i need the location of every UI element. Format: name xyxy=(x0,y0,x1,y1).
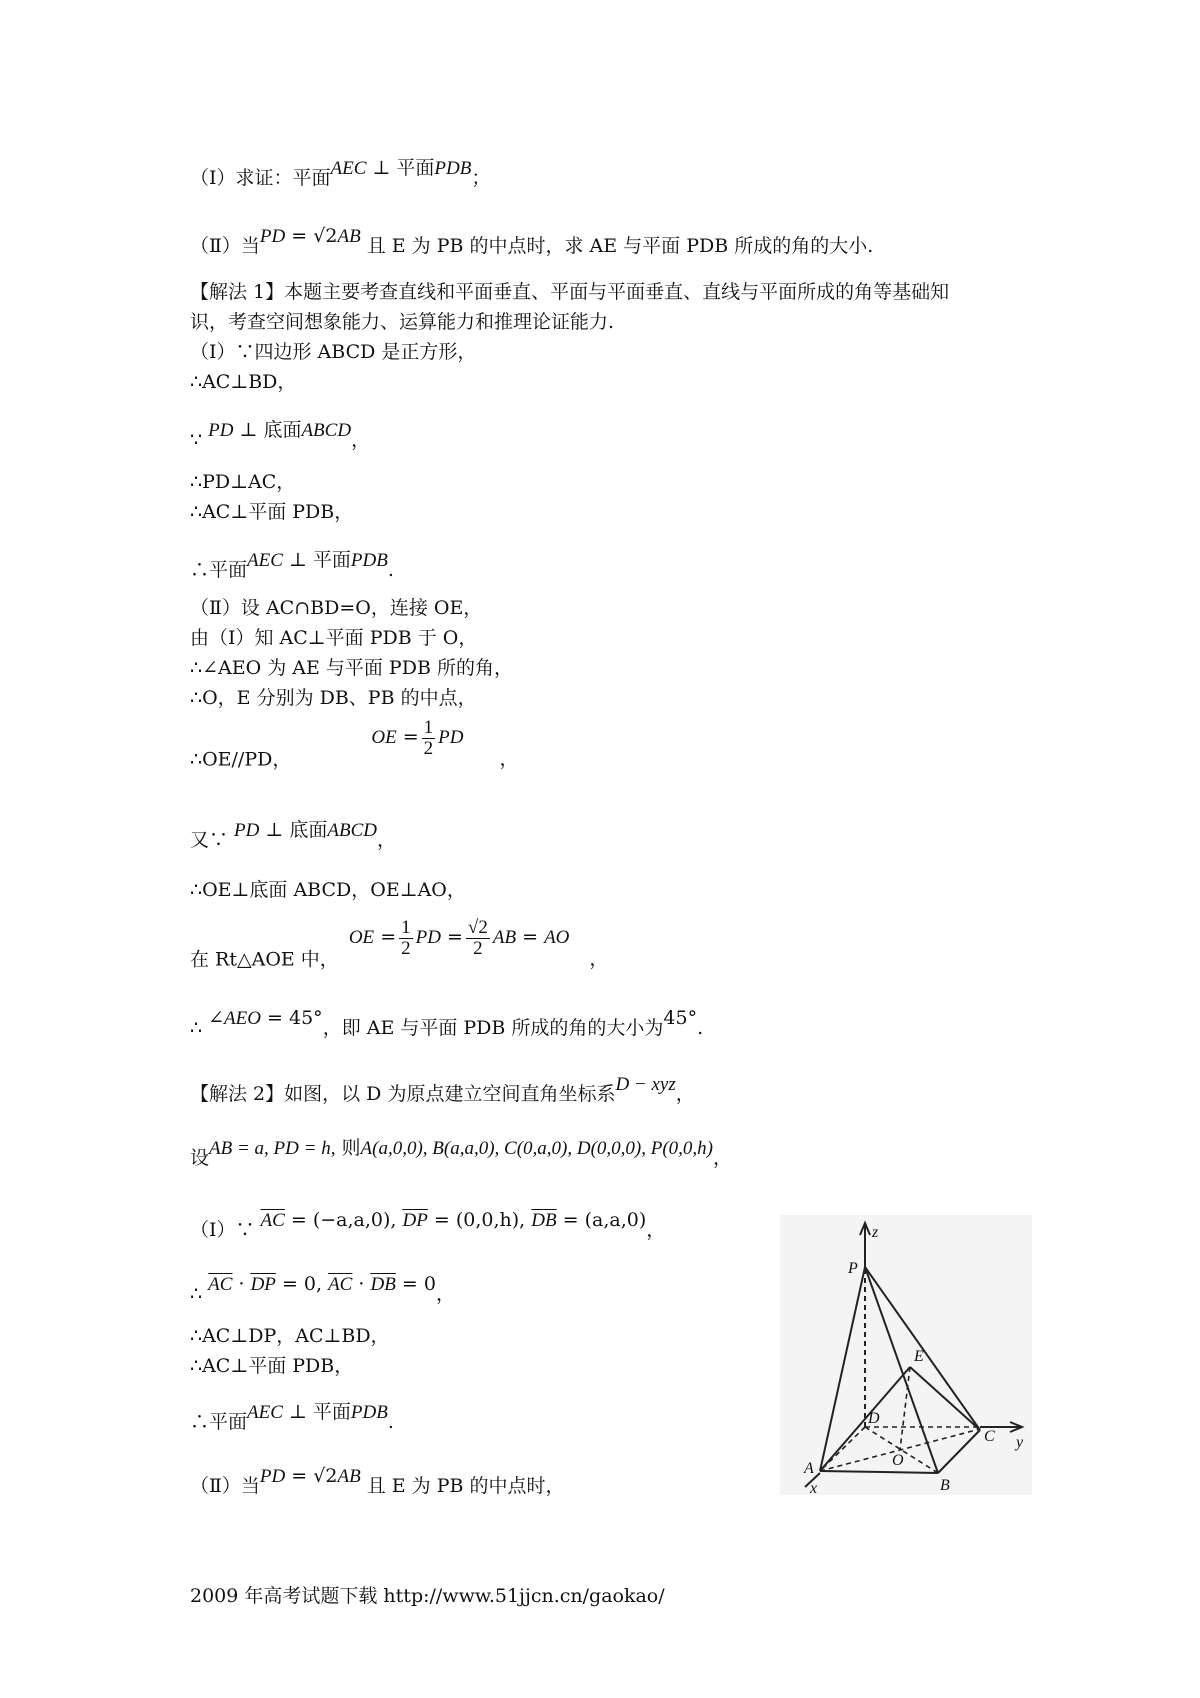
footer-download-link[interactable]: 2009 年高考试题下载 http://www.51jjcn.cn/gaokao/ xyxy=(190,1585,665,1607)
solution-1-intro: 【解法 1】本题主要考查直线和平面垂直、平面与平面垂直、直线与平面所成的角等基础知 xyxy=(190,281,950,303)
label-a: A xyxy=(804,1460,814,1477)
pyramid-diagram xyxy=(780,1215,1032,1495)
sol1-step-6: ∴平面AEC ⊥ 平面PDB. xyxy=(190,549,394,581)
sol2-step-2: ∴ $\overline{AC} \cdot \overline{DP} = 0$, $\overline{AC} \cdot \overline{DB} = 0$， xyxy=(190,1273,455,1305)
sol1-step-9: ∴∠AEO 为 AE 与平面 PDB 所的角， xyxy=(190,657,513,679)
label-p: P xyxy=(848,1260,858,1277)
part-1-question: （Ⅰ）求证：平面AEC ⊥ 平面PDB； xyxy=(190,157,491,189)
sol2-step-5: ∴平面AEC ⊥ 平面PDB. xyxy=(190,1401,394,1433)
sol1-step-2: ∴AC⊥BD， xyxy=(190,371,297,393)
sol2-step-6: （Ⅱ）当PD = √2AB 且 E 为 PB 的中点时， xyxy=(190,1465,565,1497)
sol1-step-10: ∴O，E 分别为 DB、PB 的中点， xyxy=(190,687,477,709)
label-e: E xyxy=(914,1348,924,1365)
label-z: z xyxy=(872,1224,879,1241)
label-c: C xyxy=(984,1428,995,1445)
sol1-step-4: ∴PD⊥AC， xyxy=(190,471,296,493)
part-2-question: （Ⅱ）当PD = √2AB 且 E 为 PB 的中点时，求 AE 与平面 PDB 所成的角的大小. xyxy=(190,225,874,257)
solution-1-intro-cont: 识，考查空间想象能力、运算能力和推理论证能力. xyxy=(190,311,615,333)
label-b: B xyxy=(940,1477,950,1494)
solution-2-intro: 【解法 2】如图，以 D 为原点建立空间直角坐标系D − xyz， xyxy=(190,1074,695,1105)
label-x: x xyxy=(810,1480,818,1495)
pyramid-figure xyxy=(780,1215,1032,1495)
sol1-step-7: （Ⅱ）设 AC∩BD=O，连接 OE， xyxy=(190,597,483,619)
label-o: O xyxy=(892,1452,904,1469)
sol2-step-3: ∴AC⊥DP，AC⊥BD， xyxy=(190,1325,390,1347)
sol1-step-13: ∴OE⊥底面 ABCD，OE⊥AO， xyxy=(190,879,466,901)
sol1-step-8: 由（Ⅰ）知 AC⊥平面 PDB 于 O， xyxy=(190,627,478,649)
sol2-setup: 设AB = a, PD = h, 则A(a,0,0), B(a,a,0), C(0,a,0), D(0,0,0), P(0,0,h)， xyxy=(190,1137,733,1169)
sol1-step-5: ∴AC⊥平面 PDB， xyxy=(190,501,354,523)
sol1-step-12: 又∵ PD ⊥ 底面ABCD， xyxy=(190,819,396,851)
sol2-step-4: ∴AC⊥平面 PDB， xyxy=(190,1355,354,1377)
sol1-step-1: （Ⅰ）∵四边形 ABCD 是正方形， xyxy=(190,341,477,363)
label-d: D xyxy=(868,1410,880,1427)
sol1-step-11: ∴OE//PD，OE = $\frac{1}{2}$ PD ， xyxy=(190,717,519,771)
sol2-step-1: （Ⅰ）∵ $\overline{AC} = (-a,a,0)$, $\overline{DP} = (0,0,h)$, $\overline{DB} = (a,a,0)$， xyxy=(190,1209,666,1241)
sol1-step-3: ∵ PD ⊥ 底面ABCD， xyxy=(190,419,371,451)
sol1-conclusion: ∴ ∠AEO = 45°，即 AE 与平面 PDB 所成的角的大小为45°. xyxy=(190,1007,704,1039)
sol1-step-14: 在 Rt△AOE 中，OE = $\frac{1}{2}$ PD = $\frac{√2}{2}$ AB = AO， xyxy=(190,917,609,971)
label-y: y xyxy=(1016,1434,1024,1451)
